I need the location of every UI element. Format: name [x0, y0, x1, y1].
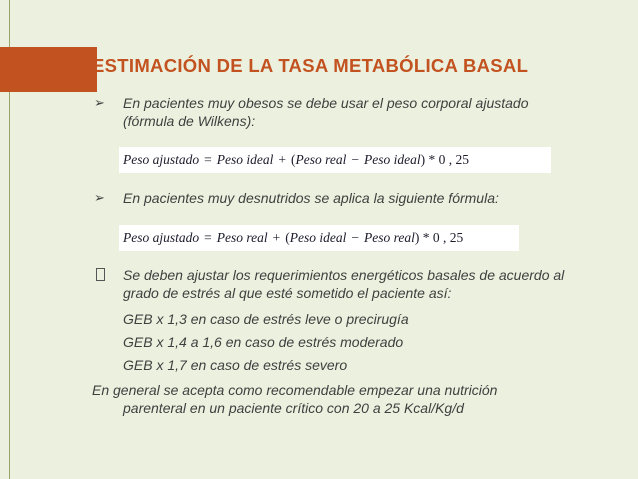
bullet-1-line-2: (fórmula de Wilkens): — [123, 113, 256, 129]
slide-title: ESTIMACIÓN DE LA TASA METABÓLICA BASAL — [92, 55, 529, 76]
formula-1-minus: − — [351, 152, 359, 167]
geb-line-mild: GEB x 1,3 en caso de estrés leve o precirugía — [123, 311, 409, 327]
formula-2-plus: + — [272, 230, 281, 245]
title-accent-bar — [0, 47, 97, 92]
geb-line-moderate: GEB x 1,4 a 1,6 en caso de estrés moderado — [123, 334, 404, 350]
arrow-bullet-icon: ➢ — [94, 190, 105, 205]
formula-2-minus: − — [351, 230, 359, 245]
bullet-3-line-1: Se deben ajustar los requerimientos energéticos basales de acuerdo al — [123, 267, 565, 283]
bullet-2-line-1: En pacientes muy desnutridos se aplica la siguiente fórmula: — [123, 190, 499, 206]
conclusion-line-2: parenteral en un paciente crítico con 20 a 25 Kcal/Kg/d — [123, 400, 464, 416]
arrow-bullet-icon: ➢ — [94, 95, 105, 110]
formula-undernourished — [119, 225, 519, 251]
formula-1-term-1: Peso ideal — [216, 152, 274, 167]
formula-wilkens — [119, 147, 551, 173]
formula-2-term-2: Peso ideal — [289, 230, 347, 245]
formula-2-close-paren: ) — [414, 230, 420, 245]
formula-2-factor: * 0 , 25 — [422, 230, 464, 245]
formula-1-eq: = — [204, 152, 212, 167]
formula-1-term-2: Peso real — [295, 152, 347, 167]
formula-1-open-paren: ( — [291, 152, 296, 167]
formula-2-open-paren: ( — [285, 230, 290, 245]
bullet-3-line-2: grado de estrés al que esté sometido el paciente así: — [123, 285, 452, 301]
missing-glyph-bullet-icon — [96, 268, 105, 281]
formula-1-plus: + — [278, 152, 286, 167]
formula-2-term-1: Peso real — [216, 230, 268, 245]
formula-1-close-paren: ) — [420, 152, 426, 167]
conclusion-line-1: En general se acepta como recomendable empezar una nutrición — [92, 382, 498, 398]
formula-2-term-3: Peso real — [364, 230, 415, 245]
bullet-1-line-1: En pacientes muy obesos se debe usar el peso corporal ajustado — [123, 95, 529, 111]
formula-2-eq: = — [204, 230, 212, 245]
formula-1-term-3: Peso ideal — [364, 152, 421, 167]
formula-1-lhs: Peso ajustado — [123, 152, 200, 167]
formula-2-lhs: Peso ajustado — [123, 230, 200, 245]
geb-line-severe: GEB x 1,7 en caso de estrés severo — [123, 357, 348, 373]
formula-1-factor: * 0 , 25 — [428, 152, 469, 167]
